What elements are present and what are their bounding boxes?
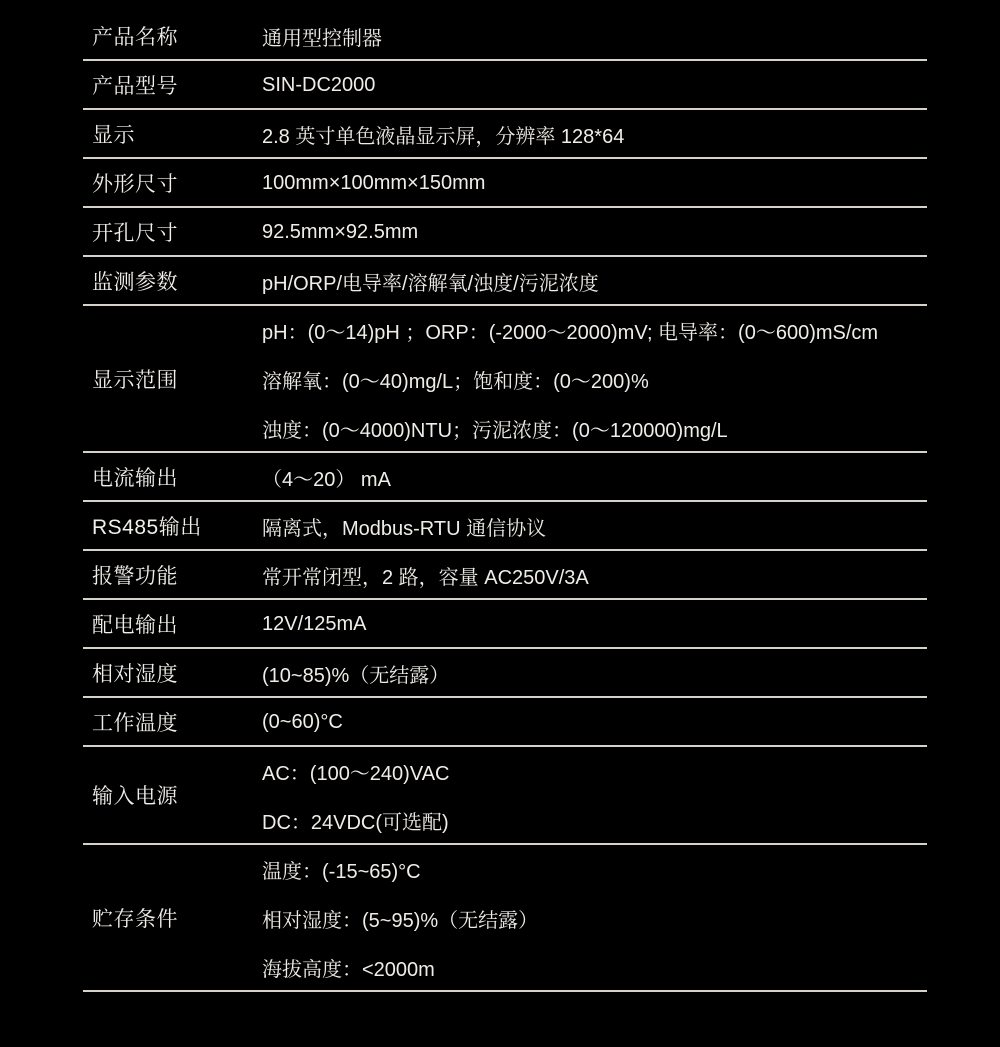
product-spec-table <box>83 12 927 992</box>
table-row <box>83 110 927 159</box>
spec-value-line: SIN-DC2000 <box>262 74 376 96</box>
spec-label: 配电输出 <box>92 613 178 637</box>
table-row <box>83 453 927 502</box>
spec-value-line: （4～20） mA <box>262 469 391 491</box>
spec-value <box>262 502 927 549</box>
table-row <box>83 159 927 208</box>
spec-value <box>262 698 927 745</box>
spec-value <box>262 845 927 990</box>
spec-value <box>262 747 927 843</box>
spec-value <box>262 12 927 59</box>
spec-value-line: 浊度：(0～4000)NTU；污泥浓度：(0～120000)mg/L <box>262 420 728 442</box>
spec-value <box>262 257 927 304</box>
spec-value <box>262 208 927 255</box>
spec-value-line: (0~60)°C <box>262 711 343 733</box>
spec-label: 贮存条件 <box>92 907 178 931</box>
spec-label: 产品名称 <box>92 25 178 49</box>
spec-label: 外形尺寸 <box>92 172 178 196</box>
spec-value-line: 通用型控制器 <box>262 28 382 50</box>
spec-value-line: 海拔高度：<2000m <box>262 959 435 981</box>
table-row <box>83 747 927 845</box>
table-row <box>83 551 927 600</box>
table-row <box>83 257 927 306</box>
spec-value-line: 隔离式，Modbus-RTU 通信协议 <box>262 518 547 540</box>
spec-label: 监测参数 <box>92 270 178 294</box>
spec-value <box>262 551 927 598</box>
spec-value-line: 温度：(-15~65)°C <box>262 861 421 883</box>
spec-value <box>262 159 927 206</box>
spec-label: 显示范围 <box>92 368 178 392</box>
spec-value-line: 100mm×100mm×150mm <box>262 172 486 194</box>
spec-label: 显示 <box>92 123 135 147</box>
spec-value <box>262 600 927 647</box>
spec-label: 产品型号 <box>92 74 178 98</box>
spec-value <box>262 110 927 157</box>
table-row <box>83 208 927 257</box>
spec-value-line: pH/ORP/电导率/溶解氧/浊度/污泥浓度 <box>262 273 599 295</box>
table-row <box>83 698 927 747</box>
spec-label: 报警功能 <box>92 564 178 588</box>
spec-value-line: 相对湿度：(5~95)%（无结露） <box>262 910 539 932</box>
table-row <box>83 61 927 110</box>
spec-value-line: DC：24VDC(可选配) <box>262 812 449 834</box>
spec-label: RS485输出 <box>92 515 202 539</box>
spec-value-line: 溶解氧：(0～40)mg/L；饱和度：(0～200)% <box>262 371 649 393</box>
spec-value-line: pH：(0～14)pH ；ORP：(-2000～2000)mV; 电导率：(0～600)mS/cm <box>262 322 879 344</box>
spec-value <box>262 61 927 108</box>
spec-label: 电流输出 <box>92 466 178 490</box>
table-row <box>83 845 927 992</box>
table-row <box>83 502 927 551</box>
spec-value-line: AC：(100～240)VAC <box>262 763 450 785</box>
spec-value-line: 2.8 英寸单色液晶显示屏，分辨率 128*64 <box>262 126 625 148</box>
spec-label: 输入电源 <box>92 785 178 808</box>
spec-value-line: 常开常闭型，2 路，容量 AC250V/3A <box>262 567 589 589</box>
spec-value <box>262 649 927 696</box>
spec-value-line: (10~85)%（无结露） <box>262 665 450 687</box>
table-row <box>83 306 927 453</box>
table-row <box>83 600 927 649</box>
spec-value <box>262 306 927 451</box>
spec-label: 开孔尺寸 <box>92 221 178 245</box>
table-row <box>83 12 927 61</box>
spec-value <box>262 453 927 500</box>
spec-value-line: 92.5mm×92.5mm <box>262 221 419 243</box>
spec-value-line: 12V/125mA <box>262 613 367 635</box>
table-row <box>83 649 927 698</box>
spec-label: 相对湿度 <box>92 662 178 686</box>
spec-label: 工作温度 <box>92 711 178 735</box>
